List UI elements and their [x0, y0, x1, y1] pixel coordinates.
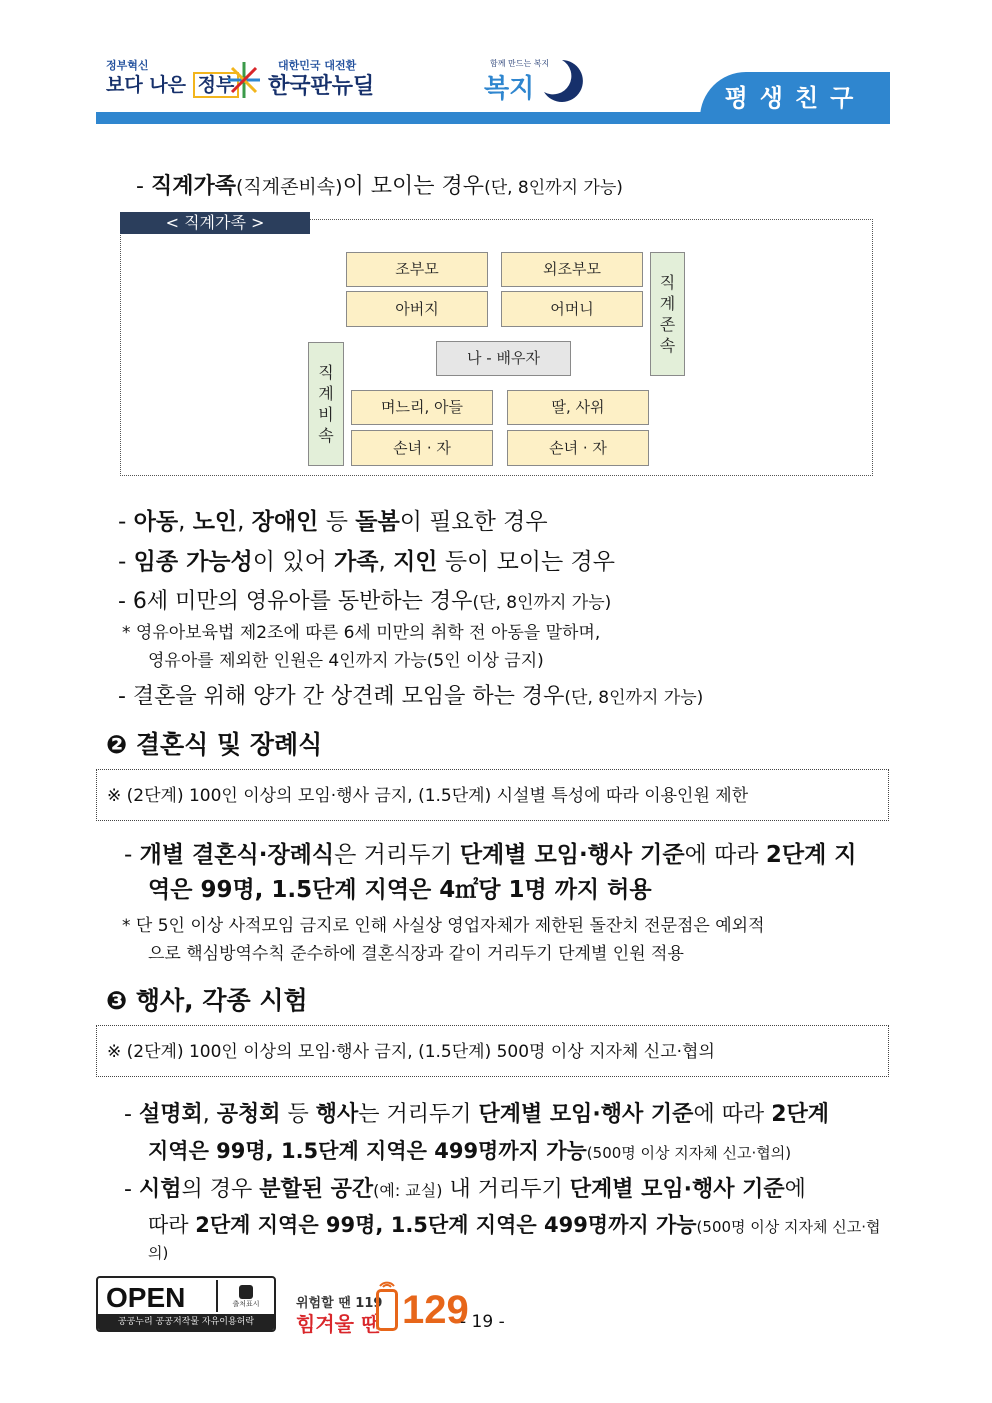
- box-grandparents: 조부모: [346, 252, 488, 287]
- logo2-small-text: 대한민국 대전환: [278, 59, 357, 72]
- phone-icon: [376, 1289, 398, 1331]
- events-line-2: 지역은 99명, 1.5단계 지역은 499명까지 가능(500명 이상 지자체 신고·협의): [148, 1139, 792, 1163]
- box-grandchildren-right: 손녀 · 자: [507, 430, 649, 466]
- box-daughter-son-in-law: 딸, 사위: [507, 390, 649, 425]
- wedding-funeral-note-1: * 단 5인 이상 사적모임 금지로 인해 사실상 영업자체가 제한된 돌잔치 전문점은 예외적: [122, 916, 765, 936]
- section-wedding-funeral-heading: ❷ 결혼식 및 장례식: [106, 730, 323, 759]
- intro-line: - 직계가족(직계존비속)이 모이는 경우(단, 8인까지 가능): [136, 174, 623, 199]
- bullet-engagement-meeting: - 결혼을 위해 양가 간 상견례 모임을 하는 경우(단, 8인까지 가능): [118, 684, 704, 709]
- bullet-end-of-life: - 임종 가능성이 있어 가족, 지인 등이 모이는 경우: [118, 549, 615, 575]
- section-events-exams-heading: ❸ 행사, 각종 시험: [106, 986, 308, 1015]
- logo3-small-text: 함께 만드는 복지: [490, 59, 550, 68]
- page-number: - 19 -: [460, 1312, 505, 1332]
- descendants-label: 직 계 비 속: [308, 342, 344, 466]
- box-grandchildren-left: 손녀 · 자: [351, 430, 493, 466]
- logo1-main-text-a: 보다 나은: [106, 74, 187, 96]
- logo3-main-text: 복지: [484, 74, 535, 104]
- header-divider: [96, 112, 890, 124]
- hotline-119-text: 위험할 땐 119: [296, 1296, 383, 1311]
- header-logo-welfare: [484, 58, 584, 106]
- box-mother: 어머니: [501, 291, 643, 327]
- box-daughter-in-law-son: 며느리, 아들: [351, 390, 493, 425]
- header-tab-label: 평생친구: [700, 72, 890, 124]
- header-logo-government-innovation: [106, 60, 239, 98]
- events-line-1: - 설명회, 공청회 등 행사는 거리두기 단계별 모임·행사 기준에 따라 2단계: [124, 1102, 829, 1127]
- wedding-funeral-line-1: - 개별 결혼식·장례식은 거리두기 단계별 모임·행사 기준에 따라 2단계 지: [124, 842, 857, 868]
- exams-line-2: 따라 2단계 지역은 99명, 1.5단계 지역은 499명까지 가능(500명 이상 지자체 신고·협: [148, 1213, 881, 1237]
- attribution-icon: 출처표시: [216, 1280, 274, 1312]
- exams-line-3: 의): [148, 1244, 169, 1262]
- wedding-funeral-line-2: 역은 99명, 1.5단계 지역은 4㎡당 1명 까지 허용: [148, 877, 652, 903]
- logo1-main-text-b: 정부: [193, 72, 240, 98]
- open-text: OPEN: [106, 1282, 186, 1313]
- person-icon: [239, 1285, 253, 1299]
- box-father: 아버지: [346, 291, 488, 327]
- section-events-exams-notice: ※ (2단계) 100인 이상의 모임·행사 금지, (1.5단계) 500명 이상 지자체 신고·협의: [96, 1025, 889, 1077]
- wedding-funeral-note-2: 으로 핵심방역수칙 준수하에 결혼식장과 같이 거리두기 단계별 인원 적용: [148, 944, 684, 964]
- hotline-hard-times-text: 힘겨울 땐: [296, 1312, 381, 1336]
- exams-line-1: - 시험의 경우 분할된 공간(예: 교실) 내 거리두기 단계별 모임·행사 기준에: [124, 1177, 806, 1202]
- hotline-129-number: 129: [402, 1288, 469, 1332]
- family-diagram-title: < 직계가족 >: [120, 212, 310, 234]
- logo1-small-text: 정부혁신: [106, 59, 149, 72]
- star-burst-icon: [226, 60, 262, 100]
- box-maternal-grandparents: 외조부모: [501, 252, 643, 287]
- signal-icon: [377, 1276, 397, 1288]
- logo2-main-text: 한국판뉴딜: [268, 74, 375, 99]
- bullet-infants-note-1: * 영유아보육법 제2조에 따른 6세 미만의 취학 전 아동을 말하며,: [122, 623, 601, 643]
- kogl-open-license-badge: [96, 1276, 276, 1332]
- open-license-caption: 공공누리 공공저작물 자유이용허락: [98, 1314, 274, 1330]
- section-wedding-funeral-notice: ※ (2단계) 100인 이상의 모임·행사 금지, (1.5단계) 시설별 특성에 따라 이용인원 제한: [96, 769, 889, 821]
- bullet-infants-note-2: 영유아를 제외한 인원은 4인까지 가능(5인 이상 금지): [148, 651, 544, 671]
- ascendants-label: 직 계 존 속: [650, 252, 685, 376]
- box-me-spouse: 나 - 배우자: [436, 341, 571, 376]
- bullet-infants: - 6세 미만의 영유아를 동반하는 경우(단, 8인까지 가능): [118, 589, 612, 614]
- crescent-icon: [540, 58, 584, 104]
- bullet-care-needed: - 아동, 노인, 장애인 등 돌봄이 필요한 경우: [118, 509, 548, 535]
